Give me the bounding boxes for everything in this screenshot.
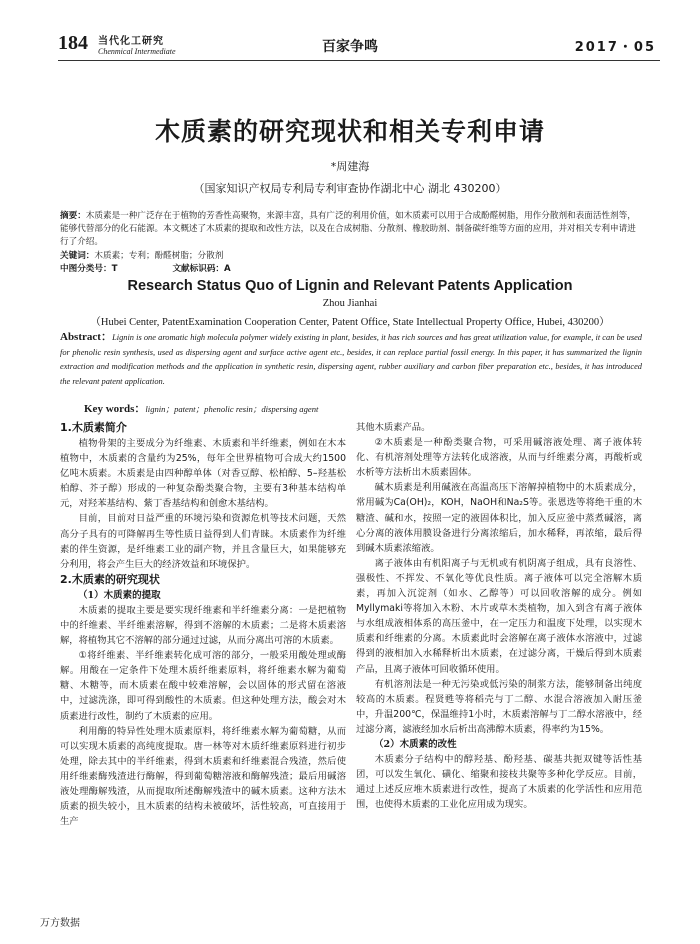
english-affiliation: （Hubei Center, PatentExamination Cooperation Center, Patent Office, State Intellectual Property Office, Hubei, 430200） xyxy=(90,317,610,328)
english-keywords-label: Key words： xyxy=(84,403,146,415)
english-keywords xyxy=(84,400,644,416)
paragraph: ①将纤维素、半纤维素转化成可溶的部分，一般采用酸处理或酶解。用酸在一定条件下处理木质纤维素原料，将纤维素水解为葡萄糖、木糖等，而木质素在酸中较难溶解，会以固体的形式留在溶液中，过滤洗涤，即可得到酸性的木质素。但这种处理方法，酸会对木质素进行改性，制约了木质素的应用。 xyxy=(60,650,346,722)
affiliation: （国家知识产权局专利局专利审查协作湖北中心 湖北 430200） xyxy=(193,182,507,195)
clc-label: 中图分类号： xyxy=(60,263,112,274)
classification-cn xyxy=(60,263,642,276)
doc-code-value: A xyxy=(224,263,231,274)
english-title: Research Status Quo of Lignin and Relevant Patents Application xyxy=(127,278,573,294)
english-keywords-text: lignin；patent；phenolic resin；dispersing agent xyxy=(145,404,319,414)
abstract-cn-text: 木质素是一种广泛存在于植物的芳香性高聚物，来源丰富，具有广泛的利用价值，如木质素可以用于合成酚醛树脂，用作分散剂和表面活性剂等，能够代替部分的化石能源。本文概述了木质素的提取和改性方法，以及在合成树脂、分散剂、橡胶助剂、制备碳纤维等方面的应用，并对相关专利申请进行了介绍。 xyxy=(60,211,636,248)
clc-value: T xyxy=(111,263,118,274)
english-author: Zhou Jianhai xyxy=(322,298,378,309)
abstract-cn xyxy=(60,210,642,276)
section-heading-2: 2.木质素的研究现状 xyxy=(60,572,160,586)
english-abstract xyxy=(60,330,642,389)
header-divider xyxy=(58,60,660,61)
abstract-cn-label: 摘要： xyxy=(60,211,86,221)
paragraph: 目前，目前对日益严重的环境污染和资源危机等技术问题，天然高分子具有的可降解再生等性质日益得到人们青睐。木质素作为纤维素的伴生资源，是纤维素工业的副产物，并且含量巨大，如果能够充分利用，将会产生巨大的经济效益和环境保护。 xyxy=(60,513,346,570)
keywords-cn-label: 关键词： xyxy=(60,250,95,261)
paragraph: 植物骨架的主要成分为纤维素、木质素和半纤维素，例如在木本植物中，木质素的含量约为25%，每年全世界植物可合成大约1500亿吨木质素。木质素是由四种醇单体（对香豆醇、松柏醇、5–羟基松柏醇、芥子醇）形成的一种复杂酚类聚合物，主要有3种基本结构单元，对羟苯基结构、紫丁香基结构和创愈木基结构。 xyxy=(60,438,346,510)
keywords-cn xyxy=(60,250,642,263)
section-name: 百家争鸣 xyxy=(322,39,378,55)
paragraph: 利用酶的特异性处理木质素原料，将纤维素水解为葡萄糖，从而可以实现木质素的高纯度提取。唐一林等对木质纤维素原料进行初步处理，除去其中的半纤维素，得到木质素和纤维素混合残渣，然后使用纤维素酶残渣进行酶解，得到葡萄糖溶液和酶解残渣；最后用碱溶液处理酶解残渣，从而提取所述酶解残渣中的碱木质素。这种方法木质素的损失较小，且木质素的结构未被破坏，活性较高，可直接用于生产 xyxy=(60,725,346,828)
footer-watermark: 万方数据 xyxy=(40,918,80,929)
paragraph-continued: 其他木质素产品。 xyxy=(356,422,431,433)
subsection-heading-extraction: （1）木质素的提取 xyxy=(78,589,161,601)
paragraph: 木质素分子结构中的醇羟基、酚羟基、碳基共扼双键等活性基团，可以发生氧化、磺化、缩聚和接枝共聚等多种化学反应。目前，通过上述反应堆木质素进行改性，提高了木质素的化学活性和应用范围，也使得木质素的工业化应用成为现实。 xyxy=(356,753,642,811)
paragraph: 木质素的提取主要是要实现纤维素和半纤维素分离：一是把植物中的纤维素、半纤维素溶解，得到不溶解的木质素；二是将木质素溶解，将植物其它不溶解的部分通过过滤，从而分离出可溶的木质素。 xyxy=(60,604,346,647)
english-abstract-label: Abstract： xyxy=(60,331,113,343)
journal-name-cn: 当代化工研究 xyxy=(98,36,164,47)
subsection-heading-modification: （2）木质素的改性 xyxy=(374,738,457,750)
paragraph: 有机溶剂法是一种无污染或低污染的制浆方法，能够制备出纯度较高的木质素。程贤甦等将稻壳与丁二醇、水混合溶液加入耐压釜中，升温200℃，保温维持1小时，木质素溶解与丁二醇水溶液中，经过滤分离，滤液经加水后析出高沸醇木质素，得率约为15%。 xyxy=(356,678,642,735)
body-column-right xyxy=(356,420,642,812)
doc-code-label: 文献标识码： xyxy=(172,263,225,274)
keywords-cn-text: 木质素；专利；酚醛树脂；分散剂 xyxy=(94,250,224,261)
page-number: 184 xyxy=(58,32,88,54)
body-column-left xyxy=(60,420,346,829)
page-header xyxy=(40,28,660,62)
paragraph: 离子液体由有机阳离子与无机或有机阴离子组成，具有良溶性、强极性、不挥发、不氧化等优良性质。离子液体可以完全溶解木质素，再加入沉淀剂（如水、乙醇等）可以回收溶解的成分。例如Myllymaki等将加入木粉、木片或草木类植物，加入到含有离子液体与水组成液相体系的高压釜中，在一定压力和温度下处理，以实现木质素和纤维素的分离。木质素此时会溶解在离子液体水溶液中，过滤得到的液相加入水稀释析出木质素，在过滤分离，干燥后得到木质素产品，且离子液体可回收循环使用。 xyxy=(356,557,642,675)
paragraph: ②木质素是一种酚类聚合物，可采用碱溶液处理、离子液体转化、有机溶剂处理等方法转化成溶液，从而与纤维素分离，再酸析或水析等方法析出木质素固体。 xyxy=(356,437,642,479)
english-abstract-text: Lignin is one aromatic high molecula polymer widely existing in plant, besides, it has rich sources and has great utilization value, for example, it can be used for phenolic resin synthesis, used as dispersing agent and surface active agent etc., besides, it can replace partial fossil energy. In this paper, it has summarized the lignin extraction and modification methods and the application in synthetic resin, dispersing agent, rubber auxiliary and carbon fiber preparation etc., besides, it has introduced the relevant patent application. xyxy=(60,333,642,386)
journal-name-en: Chenmical Intermediate xyxy=(98,47,176,56)
section-heading-1: 1.木质素简介 xyxy=(60,421,127,434)
paper-title: 木质素的研究现状和相关专利申请 xyxy=(154,117,545,146)
issue-date: 2017・05 xyxy=(574,40,656,55)
author: *周建海 xyxy=(330,160,370,173)
paragraph: 碱木质素是利用碱液在高温高压下溶解掉植物中的木质素成分，常用碱为Ca(OH)₂，KOH，NaOH和Na₂S等。张恩选等将绝干重的木糖渣、碱和水，按照一定的液固体积比，加入反应釜中蒸煮碱溶，离心分离的液体用膜设备进行分离浓缩后，加水稀释，再浓缩，最后得到碱木质素浓缩液。 xyxy=(356,482,642,554)
abstract-cn-body xyxy=(60,210,642,250)
